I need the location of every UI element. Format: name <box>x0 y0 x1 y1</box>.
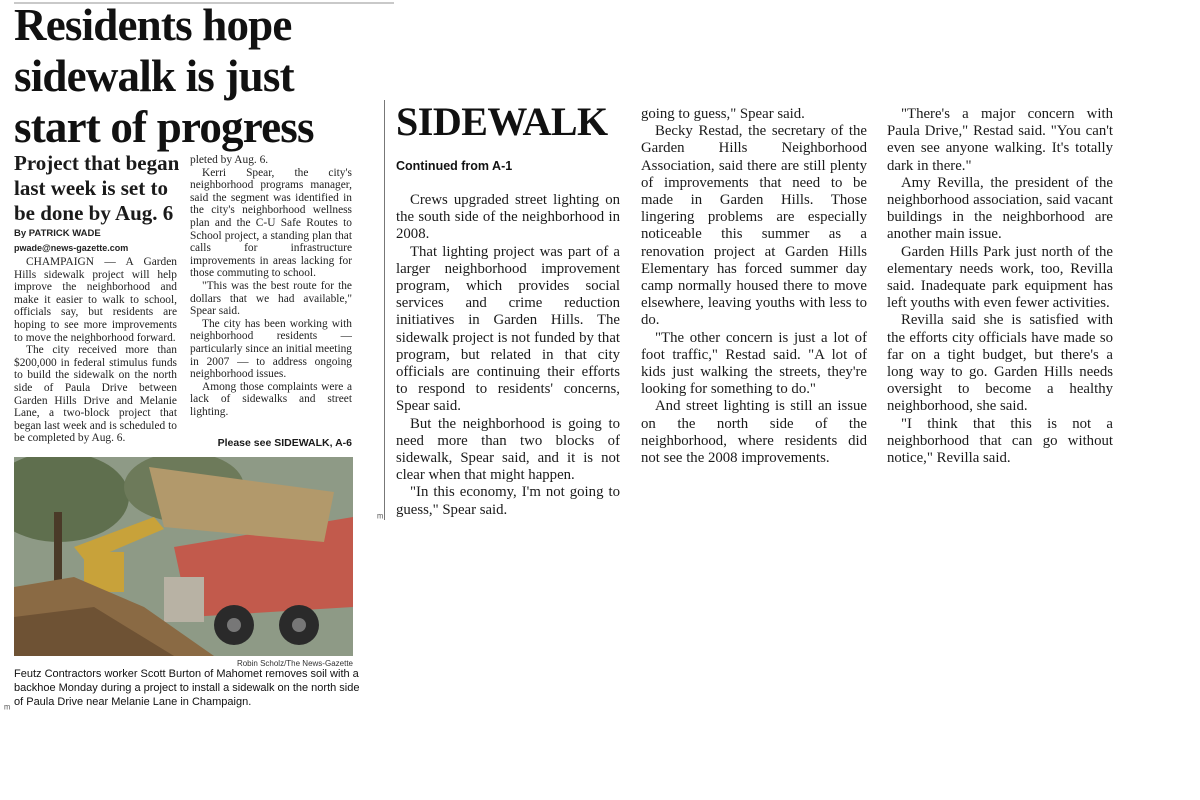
byline: By PATRICK WADE <box>14 228 101 239</box>
paragraph: Garden Hills Park just north of the elementary needs work, too, Revilla said. Inadequate park equipment has left youths with even fewer activities. <box>887 243 1113 312</box>
article-column-1 <box>14 256 177 446</box>
paragraph: And street lighting is still an issue on the north side of the neighborhood, where residents did not see the 2008 improvements. <box>641 398 867 467</box>
paragraph: Becky Restad, the secretary of the Garden Hills Neighborhood Association, said there are still plenty of improvements that need to be made in Garden Hills. Those lingering problems are especially noticeable this summer as a renovation project at Garden Hills Elementary has forced summer day camp normally housed there to move elsewhere, leaving youths with less to do. <box>641 123 867 329</box>
jump-page-title: SIDEWALK <box>396 99 608 144</box>
article-column-2 <box>190 154 352 426</box>
paragraph: Amy Revilla, the president of the neighborhood association, said vacant buildings in the neighborhood are another main issue. <box>887 174 1113 243</box>
clipping-mark: ᵐ <box>4 703 11 715</box>
headline: Residents hope sidewalk is just start of progress <box>14 0 314 152</box>
paragraph: "The other concern is just a lot of foot traffic," Restad said. "A lot of kids just walking the streets, they're looking for something to do." <box>641 329 867 398</box>
photo-tree-trunk <box>54 512 62 582</box>
paragraph: "In this economy, I'm not going to guess," Spear said. <box>396 484 620 518</box>
paragraph: That lighting project was part of a larger neighborhood improvement program, which provides social services and crime reduction initiatives in Garden Hills. The sidewalk project is not funded by that program, but related in that city officials are continuing their efforts to respond to residents' concerns, Spear said. <box>396 243 620 415</box>
photo-illustration <box>14 457 353 656</box>
photo-hub <box>292 618 306 632</box>
jump-column-2 <box>641 106 867 522</box>
paragraph: The city received more than $200,000 in federal stimulus funds to build the sidewalk on the north side of Paula Drive between Garden Hills Drive and Melanie Lane, a two-block project that began last week and is scheduled to be completed by Aug. 6. <box>14 344 177 445</box>
paragraph: CHAMPAIGN — A Garden Hills sidewalk project will help improve the neighborhood and make it easier to walk to school, officials say, but residents are hoping to see more improvements to move the neighborhood forward. <box>14 256 177 344</box>
paragraph: Kerri Spear, the city's neighborhood programs manager, said the segment was identified in the city's neighborhood wellness plan and the C-U Safe Routes to School project, a standing plan that calls for infrastructure improvements in areas lacking for those commuting to school. <box>190 166 352 280</box>
paragraph: "I think that this is not a neighborhood that can go without notice," Revilla said. <box>887 415 1113 467</box>
photo-hub <box>227 618 241 632</box>
paragraph: Among those complaints were a lack of sidewalks and street lighting. <box>190 380 352 418</box>
continued-from: Continued from A-1 <box>396 159 513 173</box>
paragraph-continued: going to guess," Spear said. <box>641 106 805 122</box>
paragraph: The city has been working with neighborhood residents — particularly since an initial meeting in 2007 — to address ongoing neighborhood issues. <box>190 317 352 381</box>
photo-credit: Robin Scholz/The News-Gazette <box>236 659 353 668</box>
paragraph: "This was the best route for the dollars that we had available," Spear said. <box>190 279 352 318</box>
photo-caption: Feutz Contractors worker Scott Burton of Mahomet removes soil with a backhoe Monday during a project to install a sidewalk on the north side of Paula Drive near Melanie Lane in Champaign. <box>14 668 360 708</box>
subhead: Project that began last week is set to be done by Aug. 6 <box>14 151 180 225</box>
news-photo-backhoe <box>14 457 353 656</box>
paragraph: Revilla said she is satisfied with the efforts city officials have made so far on a tight budget, but there's a long way to go. Garden Hills needs oversight to become a healthy neighborhood, she said. <box>887 312 1113 415</box>
paragraph: But the neighborhood is going to need more than two blocks of sidewalk, Spear said, and it is not clear when that might happen. <box>396 415 620 484</box>
jump-reference: Please see SIDEWALK, A-6 <box>217 437 352 449</box>
clipping-mark: ᵐ <box>377 512 384 524</box>
paragraph-continued: pleted by Aug. 6. <box>190 154 269 166</box>
photo-truck-cab <box>164 577 204 622</box>
jump-column-1 <box>396 192 620 522</box>
paragraph: "There's a major concern with Paula Drive," Restad said. "You can't even see anyone walking. It's totally dark in there." <box>887 106 1113 174</box>
paragraph: Crews upgraded street lighting on the south side of the neighborhood in 2008. <box>396 192 620 243</box>
column-divider <box>384 100 385 520</box>
author-email: pwade@news-gazette.com <box>14 243 129 253</box>
jump-column-3 <box>887 106 1113 522</box>
